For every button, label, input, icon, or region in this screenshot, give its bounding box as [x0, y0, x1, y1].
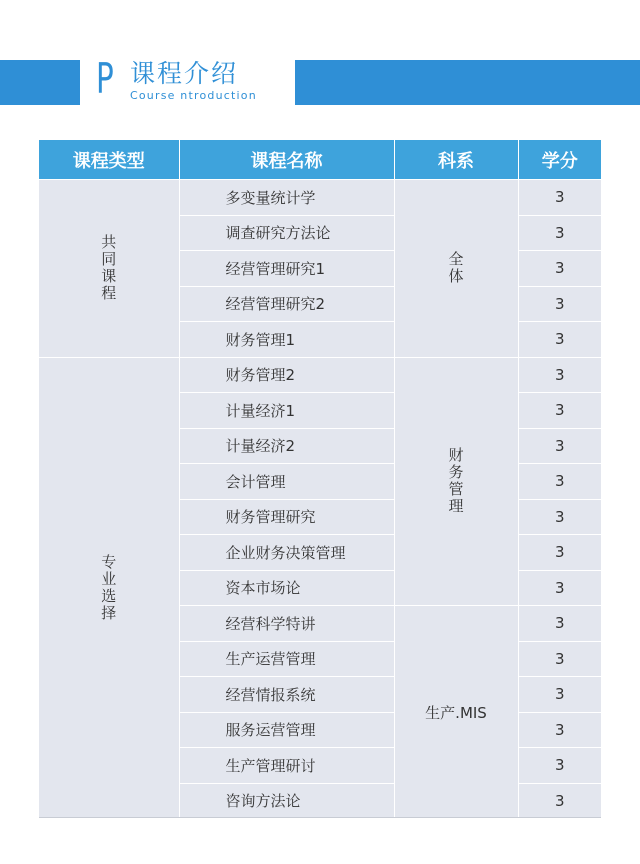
credit-cell: 3: [518, 286, 601, 322]
credit-cell: 3: [518, 322, 601, 358]
department-label: 生产.MIS: [425, 703, 487, 722]
course-name-cell: 计量经济2: [179, 428, 394, 464]
course-name-cell: 多变量统计学: [179, 180, 394, 216]
course-name-cell: 生产管理研讨: [179, 748, 394, 784]
credit-cell: 3: [518, 428, 601, 464]
course-name-cell: 企业财务决策管理: [179, 535, 394, 571]
table-bottom-line: [39, 817, 601, 818]
department-label: 全体: [448, 250, 464, 286]
course-name-cell: 计量经济1: [179, 393, 394, 429]
table-header-row: [39, 140, 601, 180]
section-header: [96, 56, 286, 106]
column-header-type: 课程类型: [39, 140, 179, 180]
course-type-cell: [39, 357, 179, 819]
credit-cell: 3: [518, 393, 601, 429]
course-table: [39, 140, 601, 819]
header-bar-left: [0, 60, 80, 105]
page-title: 课程介绍: [130, 59, 239, 88]
course-name-cell: 生产运营管理: [179, 641, 394, 677]
table-body: [39, 180, 601, 819]
credit-cell: 3: [518, 251, 601, 287]
course-name-cell: 经营管理研究1: [179, 251, 394, 287]
page-subtitle: Course ntroduction: [130, 89, 257, 102]
course-name-cell: 经营科学特讲: [179, 606, 394, 642]
course-type-cell: [39, 180, 179, 358]
course-name-cell: 经营情报系统: [179, 677, 394, 713]
course-name-cell: 调查研究方法论: [179, 215, 394, 251]
column-header-name: 课程名称: [179, 140, 394, 180]
header-letter-logo: P: [96, 54, 114, 103]
credit-cell: 3: [518, 570, 601, 606]
header-bar-right: [295, 60, 640, 105]
course-name-cell: 财务管理研究: [179, 499, 394, 535]
credit-cell: 3: [518, 783, 601, 819]
department-cell: [394, 357, 518, 606]
credit-cell: 3: [518, 180, 601, 216]
course-name-cell: 服务运营管理: [179, 712, 394, 748]
credit-cell: 3: [518, 215, 601, 251]
column-header-dept: 科系: [394, 140, 518, 180]
credit-cell: 3: [518, 535, 601, 571]
course-type-label: 专业选择: [101, 552, 117, 622]
department-cell: [394, 606, 518, 819]
department-label: 财务管理: [448, 446, 464, 516]
course-name-cell: 财务管理1: [179, 322, 394, 358]
credit-cell: 3: [518, 748, 601, 784]
credit-cell: 3: [518, 606, 601, 642]
credit-cell: 3: [518, 357, 601, 393]
credit-cell: 3: [518, 641, 601, 677]
table-row: [39, 180, 601, 216]
course-name-cell: 咨询方法论: [179, 783, 394, 819]
department-cell: [394, 180, 518, 358]
credit-cell: 3: [518, 499, 601, 535]
credit-cell: 3: [518, 712, 601, 748]
course-name-cell: 经营管理研究2: [179, 286, 394, 322]
credit-cell: 3: [518, 464, 601, 500]
column-header-credit: 学分: [518, 140, 601, 180]
course-name-cell: 财务管理2: [179, 357, 394, 393]
course-name-cell: 会计管理: [179, 464, 394, 500]
course-type-label: 共同课程: [101, 233, 117, 303]
credit-cell: 3: [518, 677, 601, 713]
course-name-cell: 资本市场论: [179, 570, 394, 606]
table-row: [39, 357, 601, 393]
